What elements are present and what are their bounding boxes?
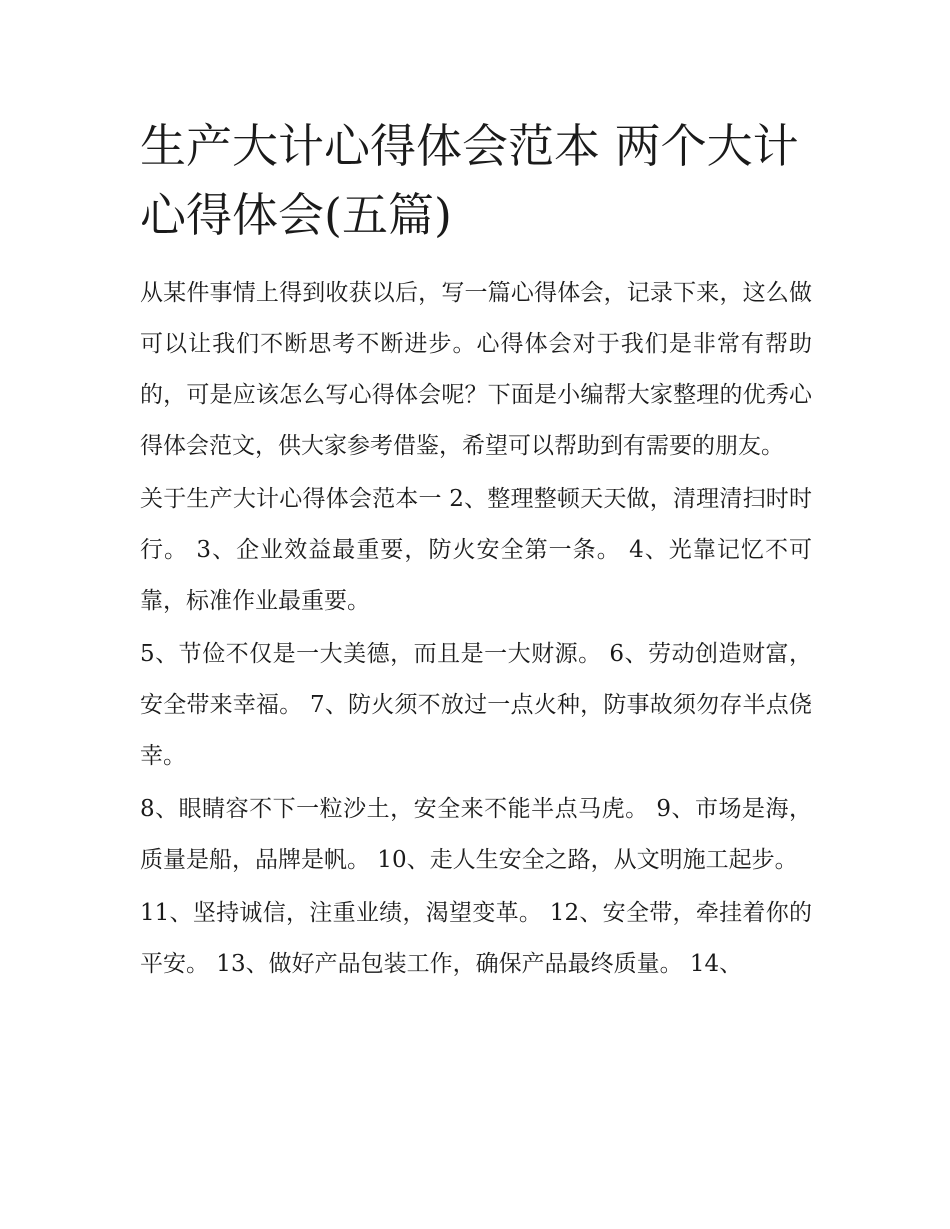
document-title: 生产大计心得体会范本 两个大计心得体会(五篇) (140, 119, 799, 242)
body-paragraph: 关于生产大计心得体会范本一 2、整理整顿天天做，清理清扫时时行。 3、企业效益最重要，防火安全第一条。 4、光靠记忆不可靠，标准作业最重要。 (140, 486, 812, 614)
body-paragraph: 8、眼睛容不下一粒沙土，安全来不能半点马虎。 9、市场是海，质量是船，品牌是帆。 10、走人生安全之路，从文明施工起步。 (140, 796, 812, 873)
body-paragraph: 5、节俭不仅是一大美德，而且是一大财源。 6、劳动创造财富，安全带来幸福。 7、防火须不放过一点火种，防事故须勿存半点侥幸。 (140, 641, 812, 769)
body-paragraph: 11、坚持诚信，注重业绩，渴望变革。 12、安全带，牵挂着你的平安。 13、做好产品包装工作，确保产品最终质量。 14、 (140, 900, 812, 977)
document-content (140, 112, 812, 990)
intro-paragraph: 从某件事情上得到收获以后，写一篇心得体会，记录下来，这么做可以让我们不断思考不断进步。心得体会对于我们是非常有帮助的，可是应该怎么写心得体会呢？下面是小编帮大家整理的优秀心得体会范文，供大家参考借鉴，希望可以帮助到有需要的朋友。 (140, 280, 812, 459)
